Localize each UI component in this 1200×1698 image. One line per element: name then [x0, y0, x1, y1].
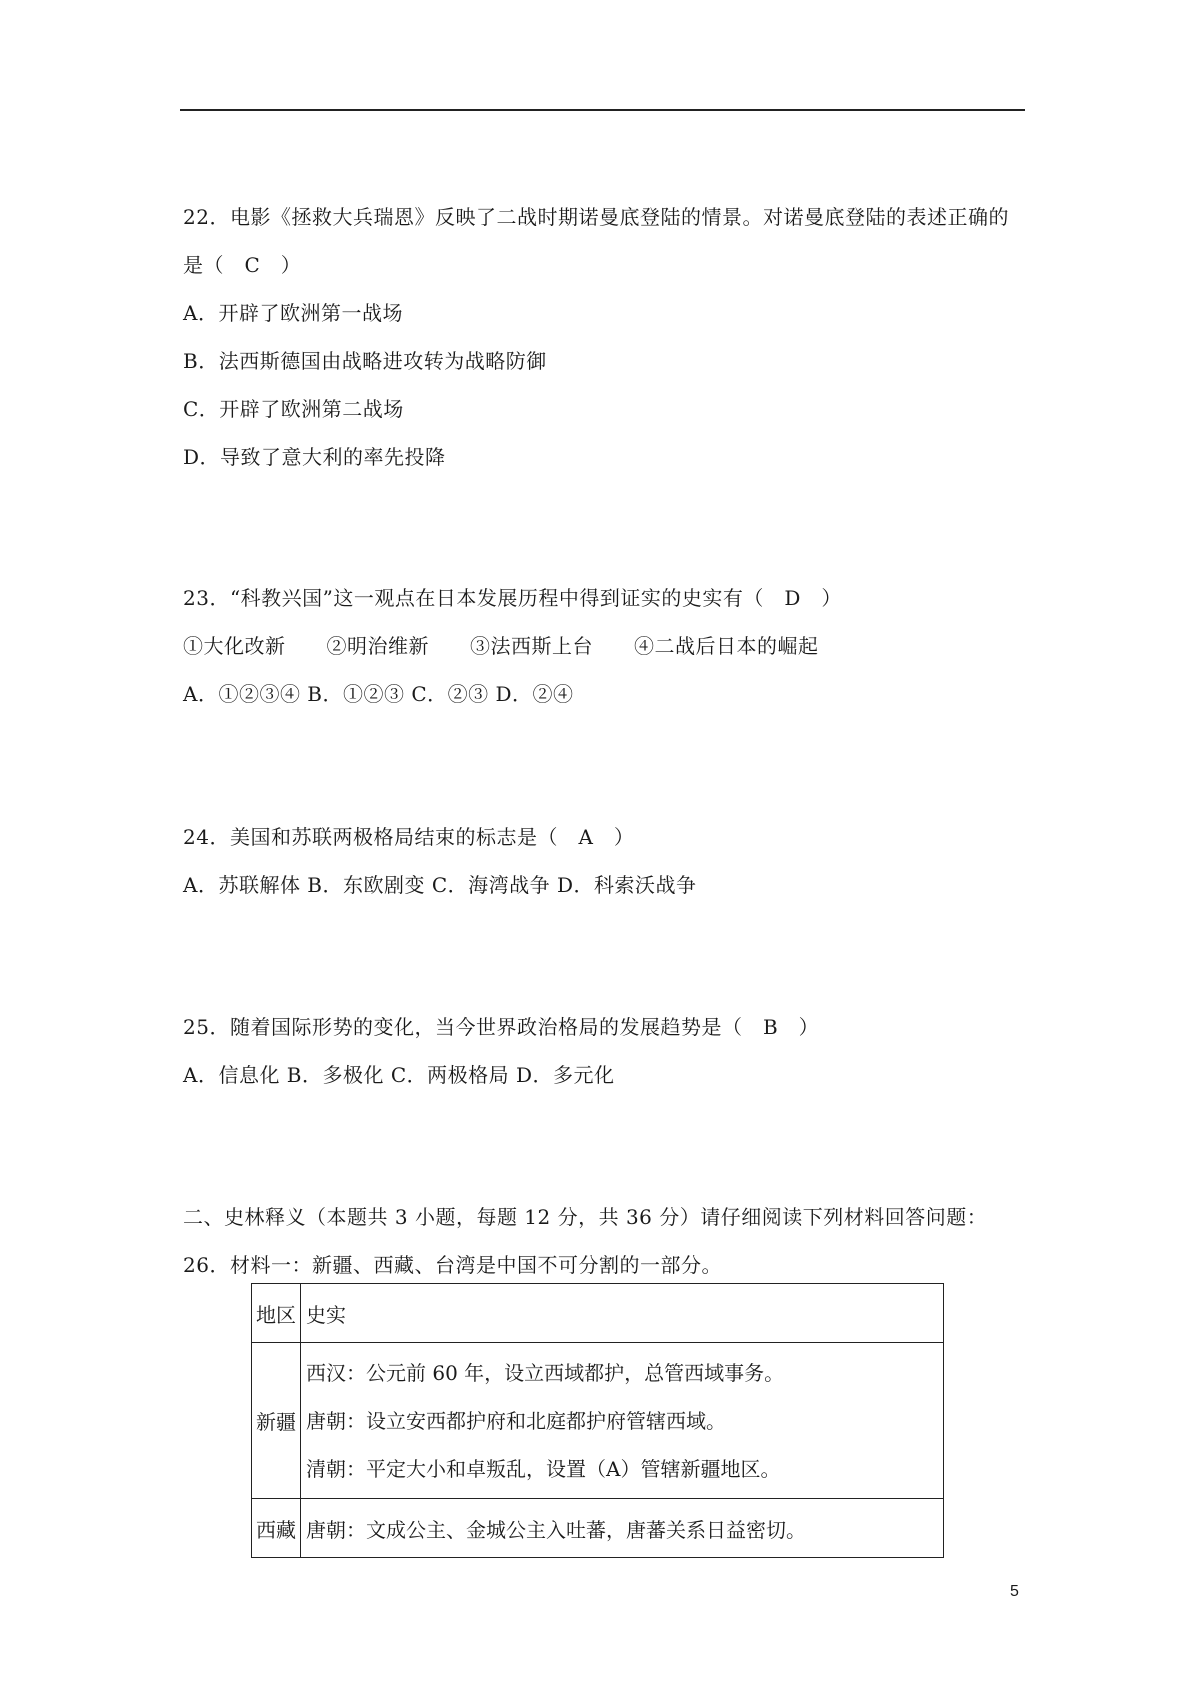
section2-heading: 二、史林释义（本题共 3 小题，每题 12 分，共 36 分）请仔细阅读下列材料回答问题： — [183, 1205, 988, 1229]
history-facts-table — [251, 1283, 944, 1558]
page-number: 5 — [1010, 1583, 1019, 1600]
table-header-row — [252, 1284, 944, 1343]
q22-option-c: C．开辟了欧洲第二战场 — [183, 397, 404, 421]
q24-stem: 24．美国和苏联两极格局结束的标志是（ A ） — [183, 825, 635, 849]
header-rule — [180, 109, 1025, 111]
q25-options: A．信息化 B．多极化 C．两极格局 D．多元化 — [183, 1063, 615, 1087]
q24-options: A．苏联解体 B．东欧剧变 C．海湾战争 D．科索沃战争 — [183, 873, 697, 897]
fact-qing: 清朝：平定大小和卓叛乱，设置（A）管辖新疆地区。 — [306, 1456, 781, 1481]
q22-stem-line1: 22．电影《拯救大兵瑞恩》反映了二战时期诺曼底登陆的情景。对诺曼底登陆的表述正确的 — [183, 205, 1009, 229]
table-header-region: 地区 — [252, 1284, 301, 1343]
table-header-facts: 史实 — [301, 1284, 944, 1343]
q22-stem-line2: 是（ C ） — [183, 253, 302, 277]
q23-items: ①大化改新 ②明治维新 ③法西斯上台 ④二战后日本的崛起 — [183, 634, 819, 658]
q25-stem: 25．随着国际形势的变化，当今世界政治格局的发展趋势是（ B ） — [183, 1015, 820, 1039]
facts-cell-xizang: 唐朝：文成公主、金城公主入吐蕃，唐蕃关系日益密切。 — [301, 1499, 944, 1558]
q23-options: A．①②③④ B．①②③ C．②③ D．②④ — [183, 682, 574, 706]
q23-stem: 23．“科教兴国”这一观点在日本发展历程中得到证实的史实有（ D ） — [183, 586, 842, 610]
q22-option-b: B．法西斯德国由战略进攻转为战略防御 — [183, 349, 547, 373]
q22-option-d: D．导致了意大利的率先投降 — [183, 445, 446, 469]
q26-material1: 26．材料一：新疆、西藏、台湾是中国不可分割的一部分。 — [183, 1253, 722, 1277]
table-row — [252, 1343, 944, 1499]
q22-option-a: A．开辟了欧洲第一战场 — [183, 301, 403, 325]
region-cell-xinjiang: 新疆 — [252, 1343, 301, 1499]
fact-xihan: 西汉：公元前 60 年，设立西域都护，总管西域事务。 — [306, 1360, 785, 1385]
fact-tang: 唐朝：设立安西都护府和北庭都护府管辖西域。 — [306, 1408, 726, 1433]
region-cell-xizang: 西藏 — [252, 1499, 301, 1558]
table-row — [252, 1499, 944, 1558]
facts-cell-xinjiang — [301, 1343, 944, 1499]
